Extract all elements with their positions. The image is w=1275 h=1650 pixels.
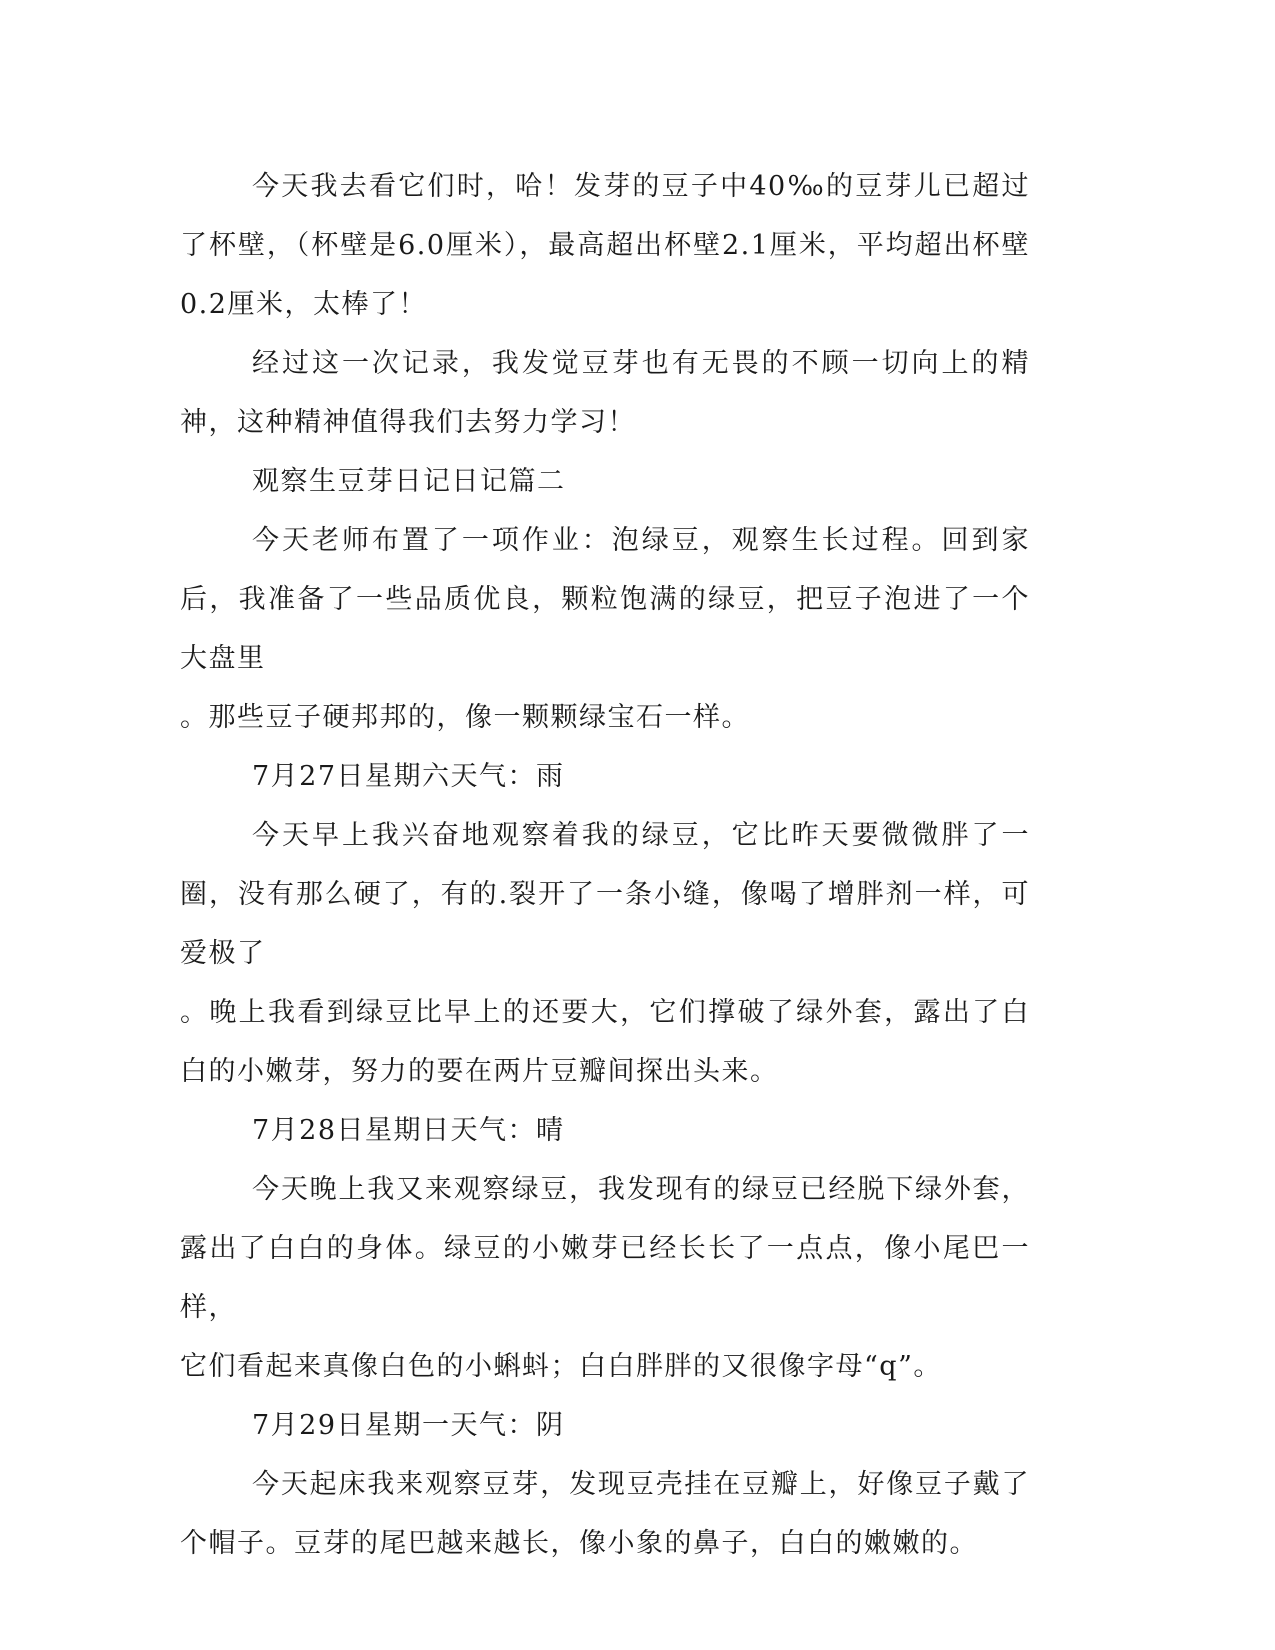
diary-date-0729: 7月29日星期一天气：阴: [252, 1410, 565, 1441]
diary-date-0728: 7月28日星期日天气：晴: [252, 1115, 565, 1146]
paragraph-0727: 今天早上我兴奋地观察着我的绿豆，它比昨天要微微胖了一圈，没有那么硬了，有的.裂开了一条小缝，像喝了增胖剂一样，可爱极了 。晚上我看到绿豆比早上的还要大，它们撑破了绿外套，露出了白白的小嫩芽，努力的要在两片豆瓣间探出头来。: [180, 820, 1030, 1087]
paragraph-sprout-spirit: 经过这一次记录，我发觉豆芽也有无畏的不顾一切向上的精神，这种精神值得我们去努力学习！: [180, 348, 1030, 438]
diary-date-0727: 7月27日星期六天气：雨: [252, 761, 565, 792]
paragraph-0729: 今天起床我来观察豆芽，发现豆壳挂在豆瓣上，好像豆子戴了个帽子。豆芽的尾巴越来越长，像小象的鼻子，白白的嫩嫩的。: [180, 1469, 1030, 1559]
paragraph-0728: 今天晚上我又来观察绿豆，我发现有的绿豆已经脱下绿外套，露出了白白的身体。绿豆的小嫩芽已经长长了一点点，像小尾巴一样， 它们看起来真像白色的小蝌蚪；白白胖胖的又很像字母“q”。: [180, 1174, 1030, 1382]
section-heading: 观察生豆芽日记日记篇二: [252, 466, 566, 497]
paragraph-sprout-measurement: 今天我去看它们时，哈！发芽的豆子中40‰的豆芽儿已超过了杯壁，（杯壁是6.0厘米），最高超出杯壁2.1厘米，平均超出杯壁0.2厘米，太棒了！: [180, 171, 1030, 320]
document-body: [180, 157, 1030, 1573]
paragraph-homework: 今天老师布置了一项作业：泡绿豆，观察生长过程。回到家后，我准备了一些品质优良，颗粒饱满的绿豆，把豆子泡进了一个大盘里 。那些豆子硬邦邦的，像一颗颗绿宝石一样。: [180, 525, 1030, 733]
